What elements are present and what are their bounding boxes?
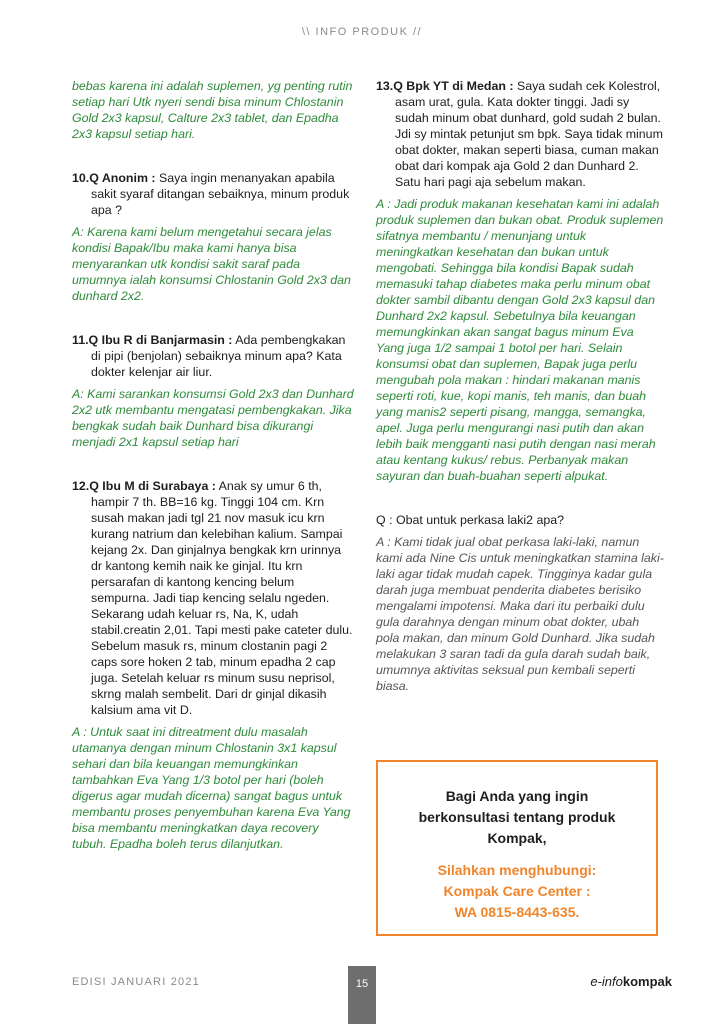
right-column: [376, 78, 664, 694]
question-12: [72, 478, 354, 718]
brand-name: kompak: [622, 974, 672, 989]
intro-answer: bebas karena ini adalah suplemen, yg penting rutin setiap hari Utk nyeri sendi bisa minum Chlostanin Gold 2x3 kapsul, Calture 2x3 tablet, dan Epadha 2x3 kapsul setiap hari.: [72, 79, 353, 141]
asker-13: 13.Q Bpk YT di Medan :: [376, 79, 514, 93]
section-header: \\ INFO PRODUK //: [301, 26, 423, 38]
question-10: [72, 170, 354, 218]
left-column: [72, 78, 354, 852]
contact-box: [376, 760, 658, 936]
answer-13: A : Jadi produk makanan kesehatan kami ini adalah produk suplemen dan bukan obat. Produk suplemen sifatnya membantu / menunjang untuk meningkatkan kesehatan dan bukan untuk mengobati. Sehingga bila kondisi Bapak sudah memasuki tahap diabetes maka perlu minum obat dokter sambil dibantu dengan Gold 2x3 kapsul dan Dunhard 2x2 kapsul. Sebetulnya bila keuangan memungkinkan akan sangat bagus minum Eva Yang juga 1/2 sampai 1 botol per hari. Selain konsumsi obat dan suplemen, Bapak juga perlu mengubah pola makan : hindari makanan manis seperti roti, kue, kopi manis, teh manis, dan buah yang manis2 seperti pisang, mangga, semangka, apel. Juga perlu mengurangi nasi putih dan akan lebih baik mengganti nasi putih dengan nasi merah atau kentang kukus/ rebus. Perbanyak makan sayuran dan buah-buahan seperti alpukat.: [376, 197, 664, 483]
answer-14: A : Kami tidak jual obat perkasa laki-laki, namun kami ada Nine Cis untuk meningkatkan stamina laki-laki agar tidak mudah capek. Tingginya kadar gula darah juga membuat penderita diabetes berisiko mengalami impotensi. Maka dari itu perbaiki dulu gula darahnya dengan minum obat dokter, ubah pola makan, dan minum Gold Dunhard. Jika sudah melakukan 3 saran tadi da gula darah sudah baik, umumnya aktivitas seksual pun kembali seperti biasa.: [376, 535, 664, 693]
qa-item-13: [376, 78, 664, 484]
contact-lead: Bagi Anda yang ingin berkonsultasi tentang produk Kompak,: [418, 788, 616, 846]
asker-10: 10.Q Anonim :: [72, 171, 156, 185]
question-14: Q : Obat untuk perkasa laki2 apa?: [376, 513, 565, 527]
question-text-10: Saya ingin menanyakan apabila sakit syaraf ditangan sebaiknya, minum produk apa ?: [91, 171, 350, 217]
answer-11: A: Kami sarankan konsumsi Gold 2x3 dan Dunhard 2x2 utk membantu mengatasi pembengkakan. Jika bengkak sudah baik Dunhard bisa dikurangi menjadi 2x1 kapsul setiap hari: [72, 387, 354, 449]
asker-11: 11.Q Ibu R di Banjarmasin :: [72, 333, 233, 347]
question-text-12: Anak sy umur 6 th, hampir 7 th. BB=16 kg. Tinggi 104 cm. Krn susah makan jadi tgl 21 nov masuk icu krn kurang natrium dan kelebihan kalium. Sampai kejang 2x. Dan ginjalnya bengkak krn urinnya dr kantong kemih naik ke ginjal. Itu krn persarafan di kantong kencing belum sempurna. Jadi tiap kencing selalu ngeden. Sekarang udah keluar rs, Na, K, udah stabil.creatin 2,01. Tapi mesti pake cateter dulu. Sebelum masuk rs, minum clostanin pagi 2 caps sore hoken 2 tab, minum epadha 2 cap juga. Setelah keluar rs minum susu neprisol, skrng malah sembelit. Dari dr ginjal dikasih kalsium ama vit D.: [91, 479, 353, 717]
page-number: 15: [348, 966, 376, 1024]
answer-12: A : Untuk saat ini ditreatment dulu masalah utamanya dengan minum Chlostanin 3x1 kapsul sehari dan bila keuangan memungkinkan tambahkan Eva Yang 1/3 botol per hari (boleh digerus agar mudah dicerna) sangat bagus untuk membantu proses penyembuhan karena Eva Yang bisa membantu meningkatkan daya recovery tubuh. Epadha boleh terus dilanjutkan.: [72, 725, 351, 851]
asker-12: 12.Q Ibu M di Surabaya :: [72, 479, 216, 493]
question-11: [72, 332, 354, 380]
qa-item-14: [376, 512, 664, 694]
brand-logo: [590, 974, 672, 989]
qa-item-11: [72, 332, 354, 450]
question-13: [376, 78, 664, 190]
question-text-13: Saya sudah cek Kolestrol, asam urat, gula. Kata dokter tinggi. Jadi sy sudah minum obat dunhard, gold sudah 2 bulan. Jdi sy mintak petunjut sm bpk. Saya tidak minum obat dokter, makan seperti biasa, cuman makan obat dari kompak aja Gold 2 dan Dunhard 2. Satu hari pagi aja sebelum makan.: [395, 79, 663, 189]
qa-item-12: [72, 478, 354, 852]
edition-label: EDISI JANUARI 2021: [72, 976, 200, 988]
contact-line-1: Silahkan menghubungi:: [437, 862, 597, 878]
brand-prefix: e-info: [590, 974, 623, 989]
contact-cta: [378, 860, 656, 923]
question-text-11: Ada pembengkakan di pipi (benjolan) sebaiknya minum apa? Kata dokter kelenjar air liur.: [91, 333, 346, 379]
answer-10: A: Karena kami belum mengetahui secara jelas kondisi Bapak/Ibu maka kami hanya bisa menyarankan utk kondisi sakit saraf pada umumnya ialah konsumsi Chlostanin Gold 2x3 dan dunhard 2x2.: [72, 225, 351, 303]
contact-whatsapp: WA 0815-8443-635.: [454, 904, 580, 920]
qa-item-10: [72, 170, 354, 304]
contact-line-2: Kompak Care Center :: [443, 883, 591, 899]
